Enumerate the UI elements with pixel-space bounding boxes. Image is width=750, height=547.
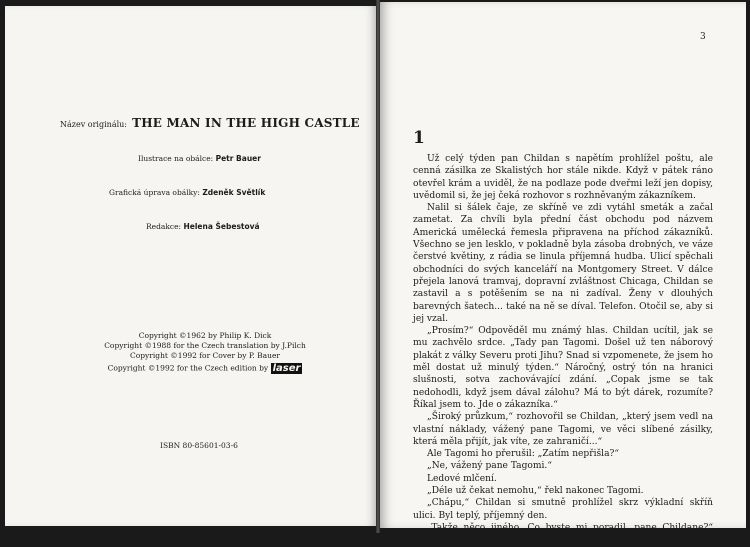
paragraph: „Prosím?“ Odpověděl mu známý hlas. Childan ucítil, jak se mu zachvělo srdce. „Tady pan Tagomi. Došel už ten náborový plakát z války Severu proti Jihu? Snad si vzpomenete, že jsem ho měl dostat už minulý týden.“ Náročný, ostrý tón na hranici slušnosti, sotva zachovávající zdání. „Copak jsme se tak nedohodli, když jsem dával zálohu? Má to být dárek, rozumíte? Říkal jsem to. Jde o zákazníka.“ [413, 326, 713, 410]
copyright-block [100, 331, 310, 374]
cover-illustration-credit [138, 154, 261, 163]
editor-label: Redakce: [146, 222, 182, 231]
paragraph: Ledové mlčení. [427, 473, 497, 484]
paragraph: „Ne, vážený pane Tagomi.“ [427, 461, 552, 472]
paragraph: Už celý týden pan Childan s napětím prohlížel poštu, ale cenná zásilka ze Skalistých hor stále nikde. Když v pátek ráno otevřel krám a uviděl, že na podlaze pode dveřmi leží jen dopisy, uvědomil si, že jej čeká rozhovor s rozhněvaným zákazníkem. [413, 154, 713, 201]
paragraph: Nalil si šálek čaje, ze skříně ve zdi vytáhl smeták a začal zametat. Za chvíli byla přední část obchodu pod názvem Americká umělecká řemesla připravena na příchod zákazníků. Všechno se jen lesklo, v pokladně byla zásoba drobných, ve váze čerstvé květiny, z rádia se linula příjemná hudba. Ulicí spěchali obchodníci do svých kanceláří na Montgomery Street. V dálce přejela lanová tramvaj, dopravní zvláštnost Chicaga, Childan se zastavil a s potěšením se na ni zadíval. Ženy v dlouhých barevných šatech... také na ně se díval. Telefon. Otočil se, aby si jej vzal. [413, 203, 713, 324]
original-title-label: Název originálu: [60, 120, 127, 129]
cover-illustration-label: Ilustrace na obálce: [138, 154, 214, 163]
paragraph: „Chápu,“ Childan si smutně prohlížel skrz výkladní skříň ulici. Byl teplý, příjemný den. [413, 498, 713, 521]
chapter-number: 1 [413, 128, 425, 148]
cover-illustration-name: Petr Bauer [215, 154, 261, 163]
edition-text: Copyright ©1992 for the Czech edition by [107, 363, 269, 373]
original-title: THE MAN IN THE HIGH CASTLE [132, 116, 360, 130]
paragraph: Ale Tagomi ho přerušil: „Zatím nepřišla?“ [427, 449, 620, 460]
copyright-line: Copyright ©1988 for the Czech translation by J.Pilch [104, 341, 306, 350]
isbn: ISBN 80-85601-03-6 [160, 441, 238, 450]
cover-design-name: Zdeněk Světlík [202, 188, 266, 197]
page-number: 3 [700, 32, 706, 42]
paragraph: „Déle už čekat nemohu,“ řekl nakonec Tagomi. [427, 486, 644, 497]
chapter-text [413, 153, 713, 547]
paragraph: „Široký průzkum,“ rozhovořil se Childan, „který jsem vedl na vlastní náklady, vážený pane Tagomi, ve věci slíbené zásilky, která měla přijít, jak víte, ze zahraničí...“ [413, 412, 713, 447]
editor-name: Helena Šebestová [183, 222, 260, 231]
editor-credit [146, 222, 260, 231]
laser-logo: laser [272, 363, 301, 374]
paragraph: „Takže něco jiného. Co byste mi poradil, pane Childane?“ Tagomi [413, 522, 713, 546]
original-title-row [60, 112, 360, 131]
cover-design-credit [109, 188, 265, 197]
cover-design-label: Grafická úprava obálky: [109, 188, 200, 197]
copyright-line: Copyright ©1962 by Philip K. Dick [138, 331, 272, 340]
book-gutter [376, 0, 380, 533]
edition-line [100, 363, 310, 374]
copyright-line: Copyright ©1992 for Cover by P. Bauer [130, 351, 280, 360]
